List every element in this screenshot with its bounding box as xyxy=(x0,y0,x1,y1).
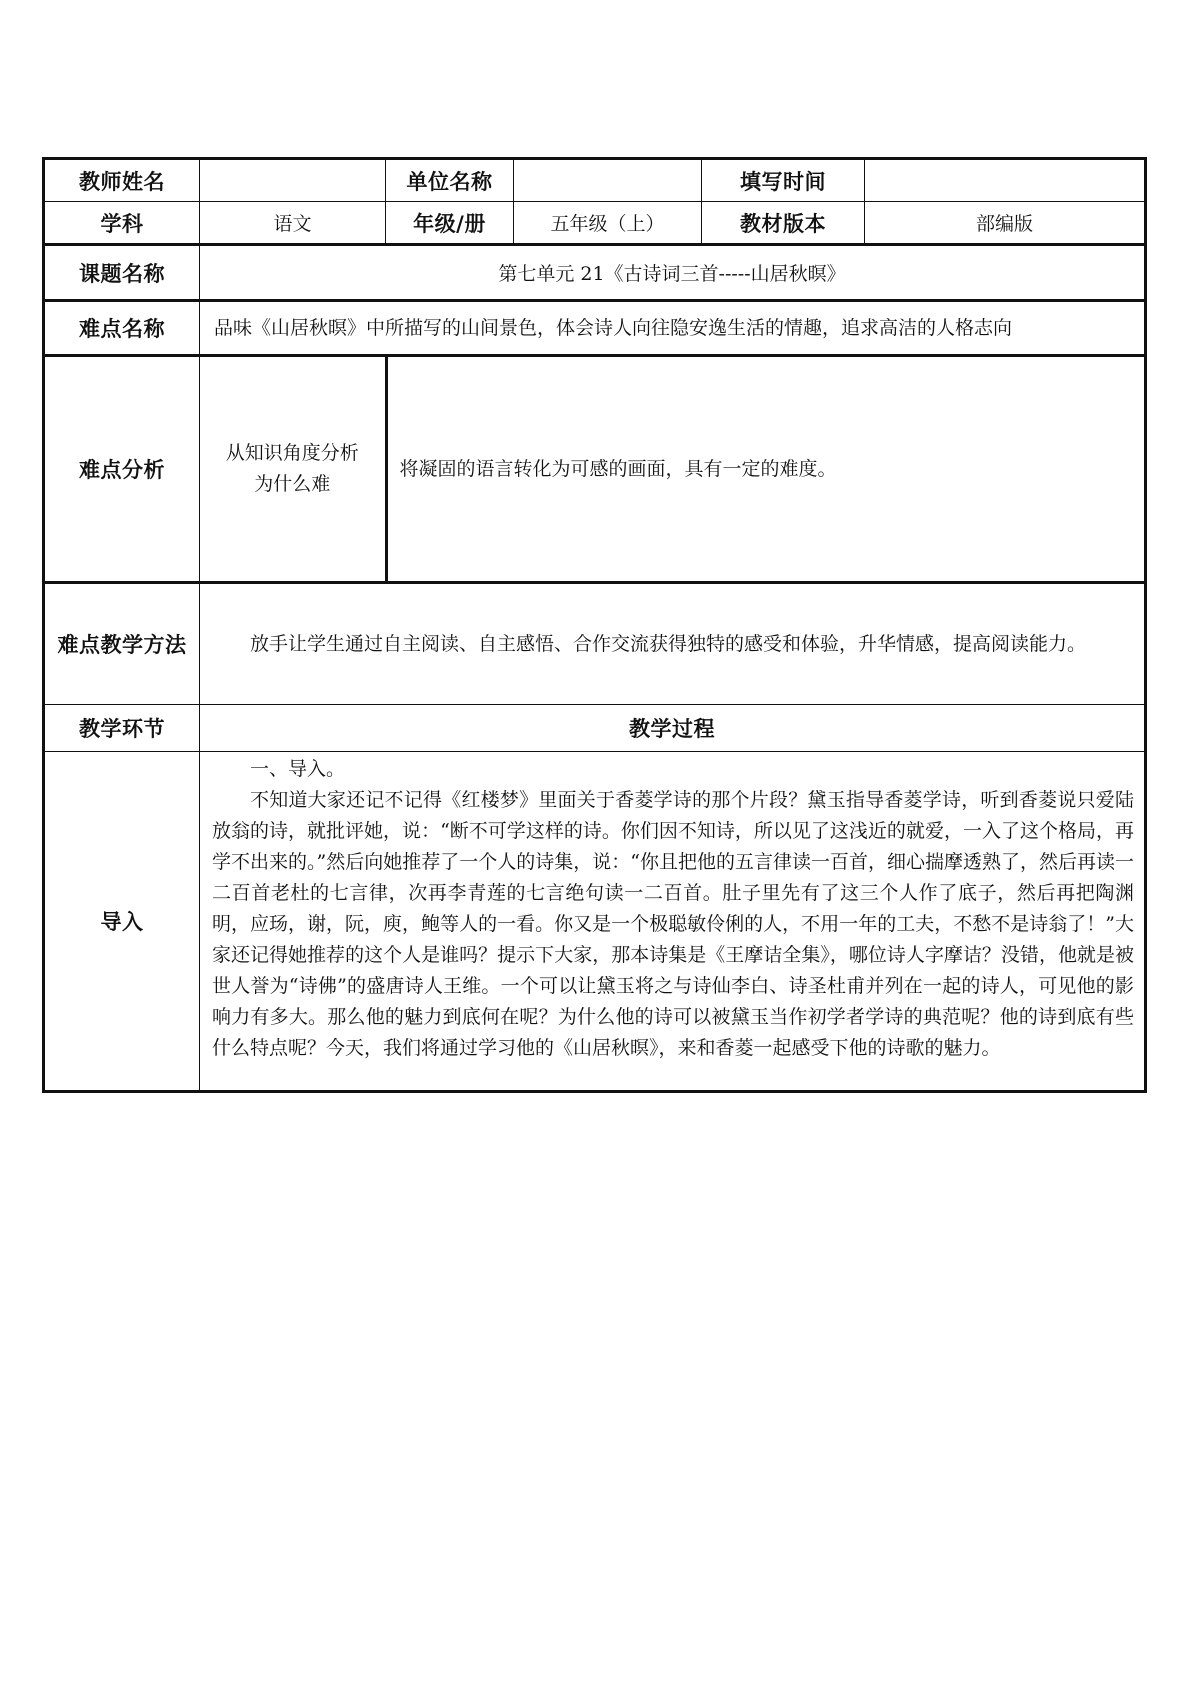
intro-heading: 一、导入。 xyxy=(250,758,346,780)
method-value xyxy=(200,583,1146,705)
topic-value: 第七单元 21《古诗词三首-----山居秋暝》 xyxy=(200,245,1146,301)
analysis-cell xyxy=(200,356,1146,583)
grade-value: 五年级（上） xyxy=(514,202,702,245)
unit-name-value[interactable] xyxy=(514,159,702,202)
analysis-label: 难点分析 xyxy=(44,356,200,583)
method-label: 难点教学方法 xyxy=(44,583,200,705)
analysis-sub-label-line2: 为什么难 xyxy=(254,473,331,495)
unit-name-label: 单位名称 xyxy=(386,159,514,202)
edition-label: 教材版本 xyxy=(702,202,865,245)
process-header-label: 教学过程 xyxy=(200,705,1146,752)
lesson-plan-table xyxy=(42,157,1147,1093)
teacher-name-value[interactable] xyxy=(200,159,386,202)
analysis-sub-label xyxy=(200,357,386,581)
grade-label: 年级/册 xyxy=(386,202,514,245)
edition-value: 部编版 xyxy=(865,202,1146,245)
topic-label: 课题名称 xyxy=(44,245,200,301)
analysis-sub-label-line1: 从知识角度分析 xyxy=(225,442,359,464)
intro-body: 不知道大家还记不记得《红楼梦》里面关于香菱学诗的那个片段？黛玉指导香菱学诗，听到香菱说只爱陆放翁的诗，就批评她，说：“断不可学这样的诗。你们因不知诗，所以见了这浅近的就爱，一入了这个格局，再学不出来的。”然后向她推荐了一个人的诗集，说：“你且把他的五言律读一百首，细心揣摩透熟了，然后再读一二百首老杜的七言律，次再李青莲的七言绝句读一二百首。肚子里先有了这三个人作了底子，然后再把陶渊明，应玚，谢，阮，庾，鲍等人的一看。你又是一个极聪敏伶俐的人，不用一年的工夫，不愁不是诗翁了！”大家还记得她推荐的这个人是谁吗？提示下大家，那本诗集是《王摩诘全集》，哪位诗人字摩诘？没错，他就是被世人誉为“诗佛”的盛唐诗人王维。一个可以让黛玉将之与诗仙李白、诗圣杜甫并列在一起的诗人，可见他的影响力有多大。那么他的魅力到底何在呢？为什么他的诗可以被黛玉当作初学者学诗的典范呢？他的诗到底有些什么特点呢？今天，我们将通过学习他的《山居秋暝》，来和香菱一起感受下他的诗歌的魅力。 xyxy=(212,789,1134,1059)
lesson-plan-sheet xyxy=(42,157,1144,1093)
difficulty-value: 品味《山居秋暝》中所描写的山间景色，体会诗人向往隐安逸生活的情趣，追求高洁的人格志向 xyxy=(200,301,1146,356)
subject-label: 学科 xyxy=(44,202,200,245)
difficulty-label: 难点名称 xyxy=(44,301,200,356)
analysis-value: 将凝固的语言转化为可感的画面，具有一定的难度。 xyxy=(386,357,1144,581)
subject-value: 语文 xyxy=(200,202,386,245)
intro-content xyxy=(200,752,1146,1092)
method-text: 放手让学生通过自主阅读、自主感悟、合作交流获得独特的感受和体验，升华情感，提高阅读能力。 xyxy=(250,632,1087,655)
intro-stage-label: 导入 xyxy=(44,752,200,1092)
stage-header-label: 教学环节 xyxy=(44,705,200,752)
fill-date-value[interactable] xyxy=(865,159,1146,202)
fill-date-label: 填写时间 xyxy=(702,159,865,202)
teacher-name-label: 教师姓名 xyxy=(44,159,200,202)
